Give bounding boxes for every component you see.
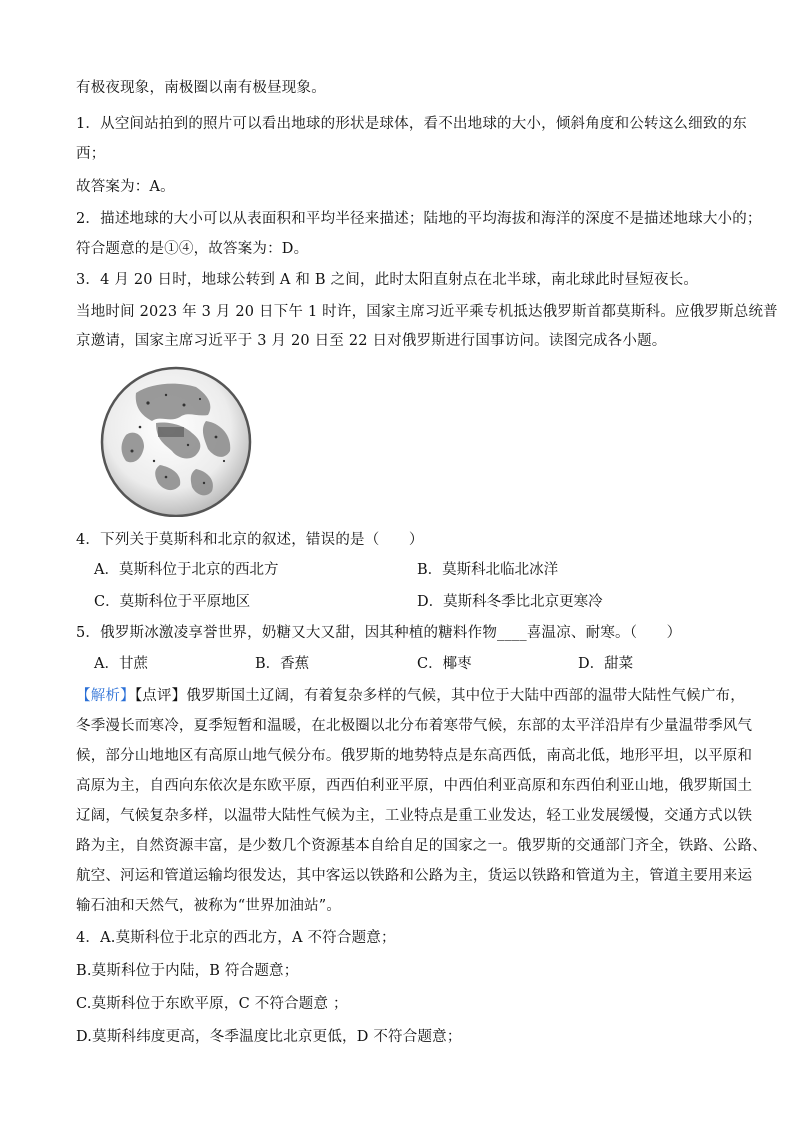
text-line: 京邀请，国家主席习近平于 3 月 20 日至 22 日对俄罗斯进行国事访问。读图完成各小题。 bbox=[76, 333, 667, 349]
text-line: 西； bbox=[76, 146, 106, 162]
analysis-line: 路为主，自然资源丰富，是少数几个资源基本自给自足的国家之一。俄罗斯的交通部门齐全，铁路、公路、 bbox=[76, 838, 767, 854]
answer-line: C.莫斯科位于东欧平原，C 不符合题意 ； bbox=[76, 996, 348, 1012]
answer-line: D.莫斯科纬度更高，冬季温度比北京更低，D 不符合题意； bbox=[76, 1029, 462, 1045]
analysis-line: 输石油和天然气，被称为“世界加油站”。 bbox=[76, 898, 342, 914]
question-4-option-d[interactable]: D．莫斯科冬季比北京更寒冷 bbox=[417, 594, 603, 610]
question-4-option-a[interactable]: A．莫斯科位于北京的西北方 bbox=[94, 562, 279, 578]
answer-line: B.莫斯科位于内陆，B 符合题意； bbox=[76, 963, 299, 979]
text-line: 有极夜现象，南极圈以南有极昼现象。 bbox=[76, 80, 326, 96]
question-5-option-a[interactable]: A．甘蔗 bbox=[94, 656, 148, 672]
answer-line: 4．A.莫斯科位于北京的西北方，A 不符合题意； bbox=[76, 930, 396, 946]
analysis-line: 辽阔，气候复杂多样，以温带大陆性气候为主，工业特点是重工业发达，轻工业发展缓慢，交通方式以铁 bbox=[76, 808, 753, 824]
analysis-line: 航空、河运和管道运输均很发达，其中客运以铁路和公路为主，货运以铁路和管道为主，管道主要用来运 bbox=[76, 868, 753, 884]
text-line: 3．4 月 20 日时，地球公转到 A 和 B 之间，此时太阳直射点在北半球，南北球此时昼短夜长。 bbox=[76, 272, 699, 288]
question-4-stem: 4．下列关于莫斯科和北京的叙述，错误的是（ ） bbox=[76, 532, 424, 548]
text-line: 故答案为：A。 bbox=[76, 179, 175, 195]
text-line: 当地时间 2023 年 3 月 20 日下午 1 时许，国家主席习近平乘专机抵达俄罗斯首都莫斯科。应俄罗斯总统普 bbox=[76, 304, 778, 320]
text-line: 2．描述地球的大小可以从表面积和平均半径来描述；陆地的平均海拔和海洋的深度不是描述地球大小的； bbox=[76, 211, 762, 227]
analysis-line: 候，部分山地地区有高原山地气候分布。俄罗斯的地势特点是东高西低，南高北低，地形平坦，以平原和 bbox=[76, 748, 753, 764]
analysis-tag: 【解析】 bbox=[76, 688, 135, 704]
analysis-line: 高原为主，自西向东依次是东欧平原，西西伯利亚平原，中西伯利亚高原和东西伯利亚山地，俄罗斯国土 bbox=[76, 778, 753, 794]
question-5-stem: 5．俄罗斯冰激凌享誉世界，奶糖又大又甜，因其种植的糖料作物____喜温凉、耐寒。（ ） bbox=[76, 625, 682, 641]
question-4-option-b[interactable]: B．莫斯科北临北冰洋 bbox=[417, 562, 559, 578]
text-line: 符合题意的是①④，故答案为：D。 bbox=[76, 241, 309, 257]
question-5-option-d[interactable]: D．甜菜 bbox=[578, 656, 634, 672]
question-5-option-b[interactable]: B．香蕉 bbox=[255, 656, 310, 672]
question-5-option-c[interactable]: C．椰枣 bbox=[417, 656, 472, 672]
analysis-line: 冬季漫长而寒冷，夏季短暂和温暖，在北极圈以北分布着寒带气候，东部的太平洋沿岸有少量温带季风气 bbox=[76, 718, 753, 734]
text-line: 1．从空间站拍到的照片可以看出地球的形状是球体，看不出地球的大小，倾斜角度和公转这么细致的东 bbox=[76, 116, 747, 132]
question-4-option-c[interactable]: C．莫斯科位于平原地区 bbox=[94, 594, 251, 610]
analysis-text: 【点评】俄罗斯国土辽阔，有着复杂多样的气候，其中位于大陆中西部的温带大陆性气候广布， bbox=[134, 688, 745, 704]
analysis-line bbox=[76, 686, 745, 706]
globe-figure bbox=[96, 365, 258, 517]
